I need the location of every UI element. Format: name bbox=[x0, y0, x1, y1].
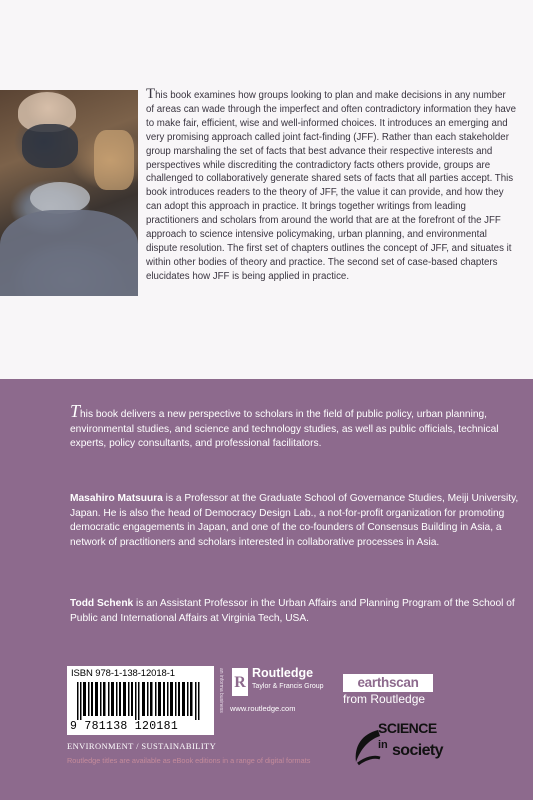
author-name: Todd Schenk bbox=[70, 598, 134, 609]
isbn-text: ISBN 978-1-138-12018-1 bbox=[71, 668, 175, 679]
imprint-from: from Routledge bbox=[343, 692, 426, 706]
audience-statement bbox=[70, 401, 520, 452]
author-bio-schenk bbox=[70, 597, 520, 626]
series-science: SCIENCE bbox=[378, 720, 437, 736]
audience-text: his book delivers a new perspective to scholars in the field of public policy, urban planning, environmental studies, and science and technology studies, as well as public officials, technical experts, policy consultants, and professional facilitators. bbox=[70, 409, 499, 450]
publisher-name: Routledge bbox=[252, 666, 314, 680]
description-initial: T bbox=[146, 86, 156, 102]
series-in: in bbox=[378, 739, 388, 751]
barcode-digits: 9 781138 120181 bbox=[70, 720, 179, 733]
ebook-note: Routledge titles are available as eBook editions in a range of digital formats bbox=[67, 756, 311, 765]
barcode-bars bbox=[71, 682, 210, 720]
publisher-url: www.routledge.com bbox=[230, 704, 296, 713]
routledge-logo-icon bbox=[232, 668, 248, 696]
earthscan-logo: earthscan bbox=[343, 674, 433, 692]
book-description bbox=[146, 88, 516, 284]
series-society: society bbox=[392, 742, 443, 759]
informa-tagline: an informa business bbox=[218, 668, 224, 713]
author-bio: is a Professor at the Graduate School of Governance Studies, Meiji University, Japan. He is also the head of Democracy Design Lab., a not-for-profit organization for promoting democratic engagements in Japan, and one of the co-founders of Consensus Building in Asia, a network of practitioners and scholars interested in collaborative processes in Asia. bbox=[70, 493, 519, 548]
author-bio-matsuura bbox=[70, 492, 520, 550]
publisher-group: Taylor & Francis Group bbox=[252, 683, 324, 690]
audience-initial: T bbox=[70, 401, 81, 421]
subject-category: ENVIRONMENT / SUSTAINABILITY bbox=[67, 741, 217, 751]
science-in-society-logo bbox=[352, 720, 462, 772]
barcode bbox=[67, 666, 214, 735]
author-bio: is an Assistant Professor in the Urban Affairs and Planning Program of the School of Public and International Affairs at Virginia Tech, USA. bbox=[70, 598, 515, 624]
svg-text:R: R bbox=[234, 674, 246, 691]
cover-photo bbox=[0, 90, 138, 296]
author-name: Masahiro Matsuura bbox=[70, 493, 163, 504]
description-text: his book examines how groups looking to plan and make decisions in any number of areas can wade through the imperfect and often contradictory information they have to make fair, efficient, wise and well-informed choices. It introduces an emerging and very promising approach called joint fact-finding (JFF). Rather than each stakeholder group marshaling the set of facts that best advance their respective interests and perspectives while discrediting the contradictory facts others provide, groups are challenged to collaboratively generate shared sets of facts that all parties accept. This book introduces readers to the theory of JFF, the value it can provide, and how they can adopt this approach in practice. It brings together writings from leading practitioners and scholars from around the world that are at the forefront of the JFF approach to science intensive policymaking, urban planning, and environmental dispute resolution. The first set of chapters outlines the concept of JFF, and situates it within other bodies of theory and practice. The second set of case-based chapters elucidates how JFF is being applied in practice. bbox=[146, 90, 516, 282]
